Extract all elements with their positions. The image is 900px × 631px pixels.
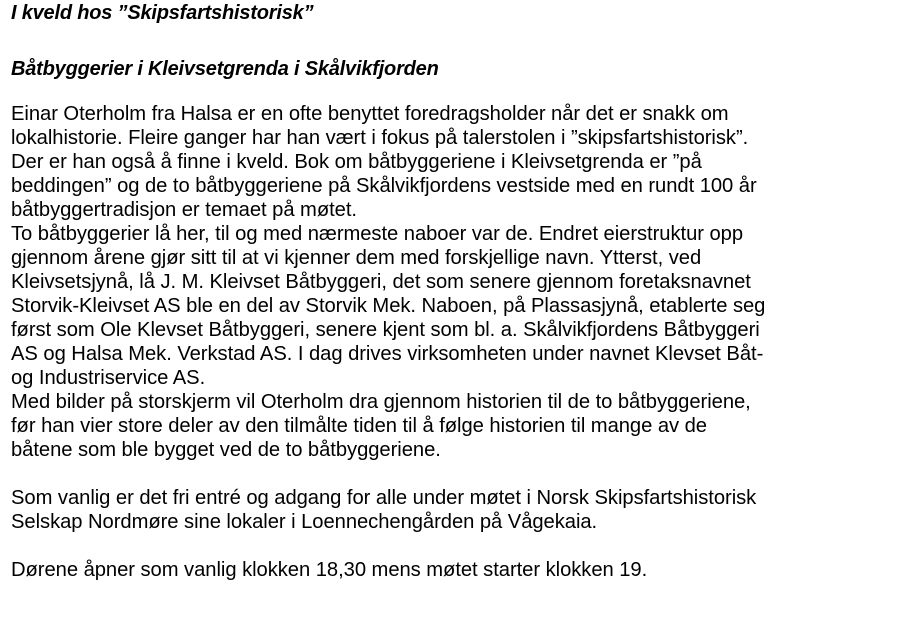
body-line: gjennom årene gjør sitt til at vi kjenner dem med forskjellige navn. Ytterst, ved: [11, 247, 702, 269]
article-title: Båtbyggerier i Kleivsetgrenda i Skålvikfjorden: [11, 58, 439, 80]
body-line: først som Ole Klevset Båtbyggeri, senere kjent som bl. a. Skålvikfjordens Båtbyggeri: [11, 319, 760, 341]
body-line: beddingen” og de to båtbyggeriene på Skålvikfjordens vestside med en rundt 100 år: [11, 175, 757, 197]
article-kicker: I kveld hos ”Skipsfartshistorisk”: [11, 2, 314, 24]
body-line: AS og Halsa Mek. Verkstad AS. I dag drives virksomheten under navnet Klevset Båt-: [11, 343, 764, 365]
body-line: To båtbyggerier lå her, til og med nærmeste naboer var de. Endret eierstruktur opp: [11, 223, 744, 245]
body-line: Storvik-Kleivset AS ble en del av Storvik Mek. Naboen, på Plassasjynå, etablerte seg: [11, 295, 766, 317]
body-line: båtbyggertradisjon er temaet på møtet.: [11, 199, 357, 221]
body-line: Der er han også å finne i kveld. Bok om båtbyggeriene i Kleivsetgrenda er ”på: [11, 151, 702, 173]
body-line: båtene som ble bygget ved de to båtbyggeriene.: [11, 439, 441, 461]
body-line: og Industriservice AS.: [11, 367, 206, 389]
body-line: Med bilder på storskjerm vil Oterholm dra gjennom historien til de to båtbyggeriene,: [11, 391, 751, 413]
body-line: Som vanlig er det fri entré og adgang for alle under møtet i Norsk Skipsfartshistorisk: [11, 487, 757, 509]
body-line: Einar Oterholm fra Halsa er en ofte benyttet foredragsholder når det er snakk om: [11, 103, 729, 125]
body-line: lokalhistorie. Fleire ganger har han vært i fokus på talerstolen i ”skipsfartshistorisk”.: [11, 127, 749, 149]
body-line: Kleivsetsjynå, lå J. M. Kleivset Båtbyggeri, det som senere gjennom foretaksnavnet: [11, 271, 751, 293]
body-line: Selskap Nordmøre sine lokaler i Loennechengården på Vågekaia.: [11, 511, 598, 533]
body-line: før han vier store deler av den tilmålte tiden til å følge historien til mange av de: [11, 415, 707, 437]
body-line: Dørene åpner som vanlig klokken 18,30 mens møtet starter klokken 19.: [11, 559, 648, 581]
